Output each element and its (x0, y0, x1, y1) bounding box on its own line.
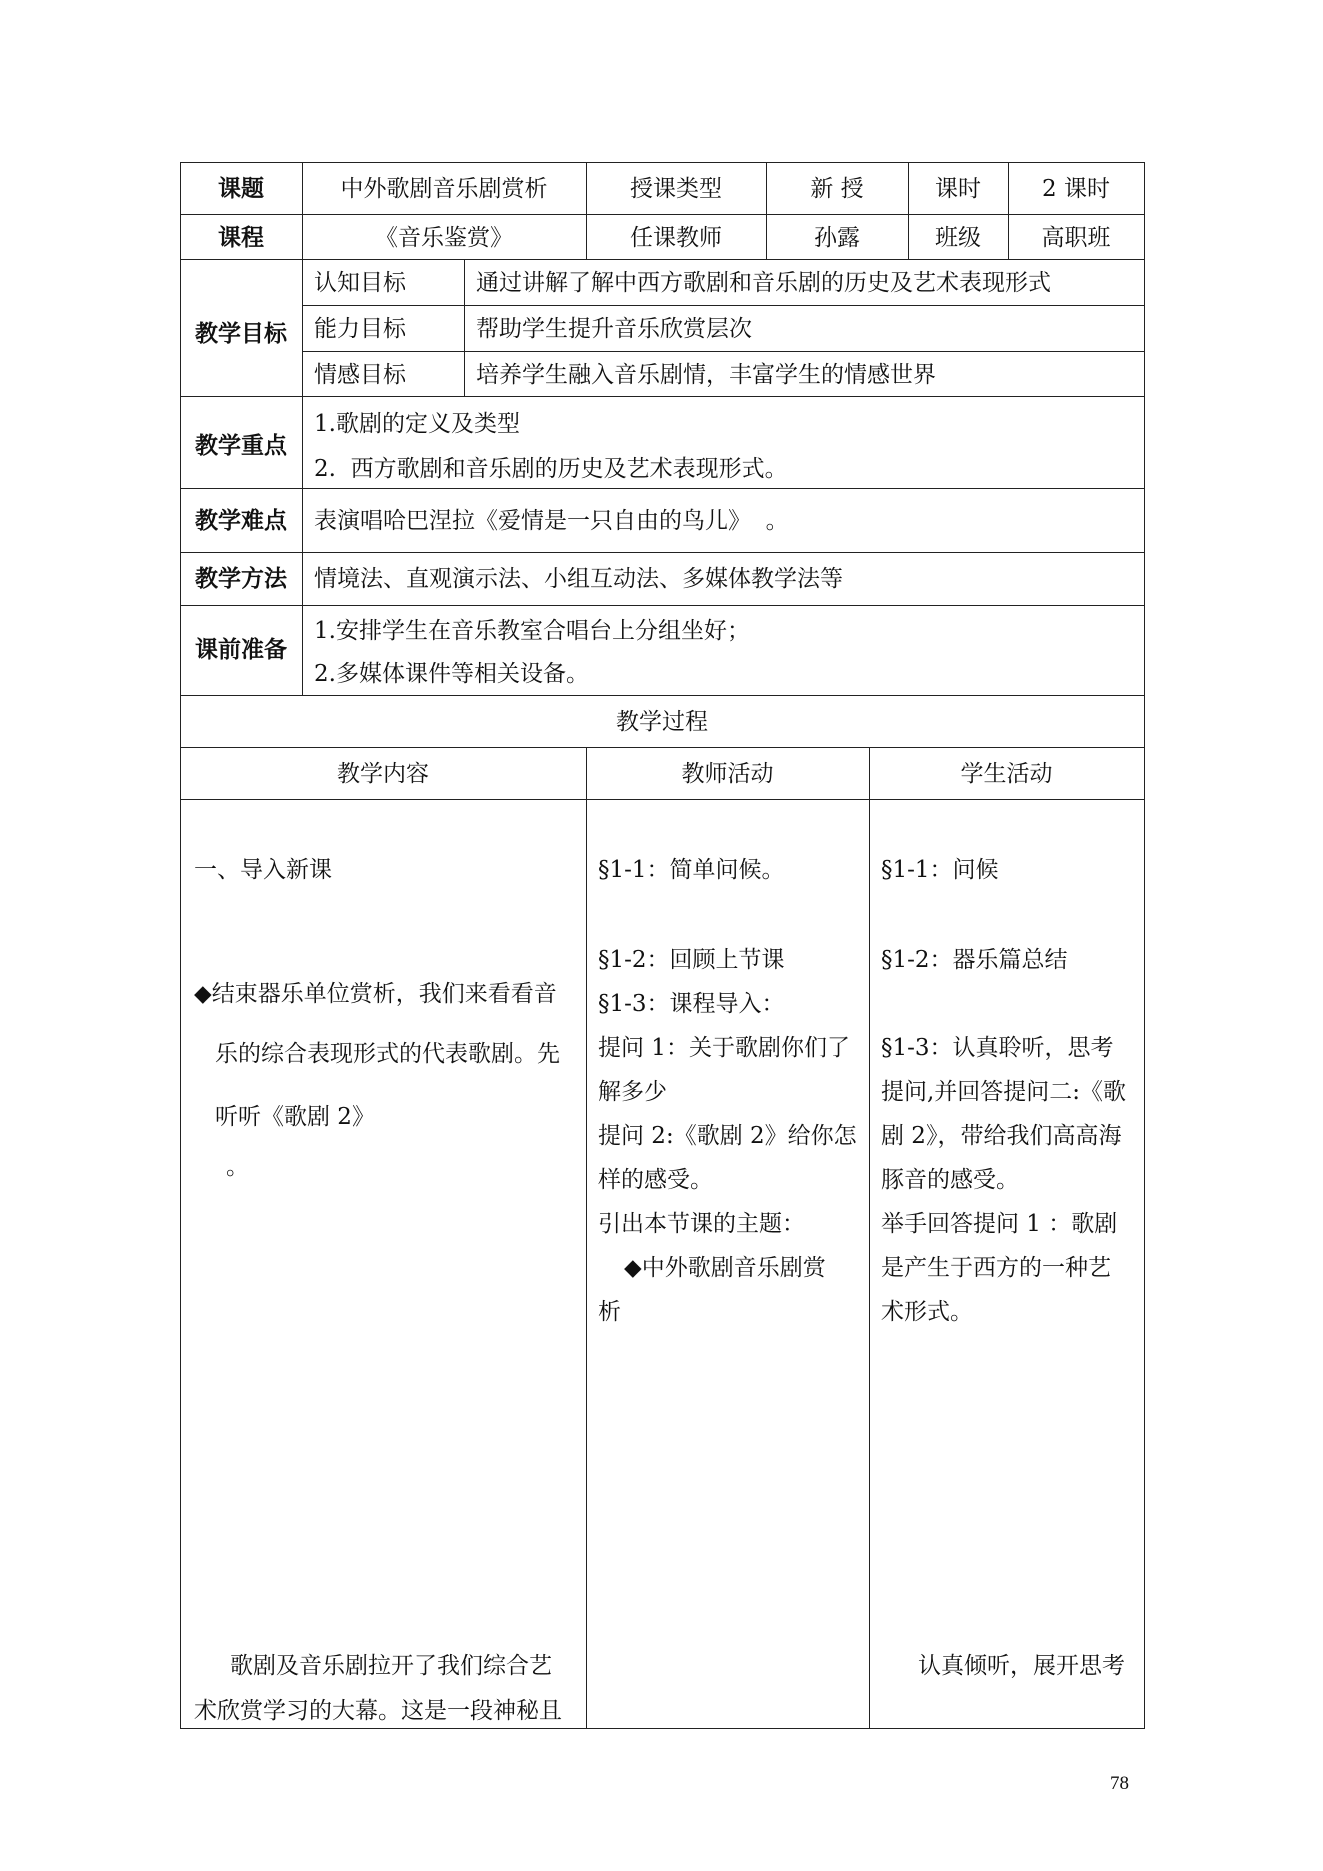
topic-value: 中外歌剧音乐剧赏析 (340, 176, 548, 202)
table-rule (180, 488, 1145, 489)
teacher-activity-line: ◆中外歌剧音乐剧赏 (624, 1255, 826, 1281)
lesson-type-value: 新 授 (810, 176, 864, 202)
page-number: 78 (1110, 1773, 1129, 1794)
teacher-activity-line: 引出本节课的主题： (598, 1211, 805, 1237)
objectives-label: 教学目标 (195, 320, 287, 347)
objective-text: 帮助学生提升音乐欣赏层次 (476, 316, 752, 342)
key-point-line: 1.歌剧的定义及类型 (314, 411, 520, 437)
preparation-line: 2.多媒体课件等相关设备。 (314, 661, 589, 687)
course-label: 课程 (218, 224, 264, 251)
table-rule (464, 259, 465, 397)
content-line: 歌剧及音乐剧拉开了我们综合艺 (230, 1653, 552, 1679)
table-rule (180, 552, 1145, 553)
teacher-activity-line: §1-3：课程导入： (598, 991, 785, 1017)
teacher-label: 任课教师 (630, 225, 722, 251)
student-activity-line: 术形式。 (881, 1299, 973, 1325)
table-rule (180, 396, 1145, 397)
content-line: 乐的综合表现形式的代表歌剧。先 (215, 1041, 560, 1067)
difficulty-text: 表演唱哈巴涅拉《爱情是一只自由的鸟儿》 。 (314, 508, 789, 534)
teacher-activity-line: 样的感受。 (598, 1167, 713, 1193)
key-point-line: 2. 西方歌剧和音乐剧的历史及艺术表现形式。 (314, 456, 788, 482)
table-rule (869, 747, 870, 1729)
lesson-type-label: 授课类型 (630, 176, 722, 202)
table-rule (180, 747, 1145, 748)
hours-value: 2 课时 (1042, 176, 1110, 202)
preparation-label: 课前准备 (195, 636, 287, 663)
column-header-student: 学生活动 (960, 761, 1053, 787)
content-line: 听听《歌剧 2》 (215, 1104, 375, 1130)
methods-text: 情境法、直观演示法、小组互动法、多媒体教学法等 (314, 566, 843, 592)
teacher-activity-line: 提问 2:《歌剧 2》给你怎 (598, 1123, 857, 1149)
content-line: 。 (226, 1154, 249, 1180)
class-label: 班级 (935, 225, 981, 251)
teacher-value: 孙露 (814, 225, 860, 251)
key-points-label: 教学重点 (195, 432, 287, 459)
column-header-teacher: 教师活动 (681, 761, 774, 787)
table-rule (302, 305, 1145, 306)
course-value: 《音乐鉴赏》 (375, 225, 513, 251)
student-activity-line: 剧 2》，带给我们高高海 (881, 1123, 1122, 1149)
table-rule (302, 351, 1145, 352)
table-rule (586, 747, 587, 1729)
table-rule (180, 695, 1145, 696)
student-activity-line: 举手回答提问 1 ：歌剧 (881, 1211, 1118, 1237)
student-activity-line: 豚音的感受。 (881, 1167, 1019, 1193)
process-title: 教学过程 (616, 709, 708, 735)
objective-name: 情感目标 (314, 362, 406, 388)
table-rule (180, 259, 1145, 260)
teacher-activity-line: §1-1：简单问候。 (598, 857, 785, 883)
teacher-activity-line: 析 (598, 1299, 621, 1325)
student-activity-line: 认真倾听，展开思考 (918, 1653, 1125, 1679)
student-activity-line: §1-3：认真聆听，思考 (881, 1035, 1114, 1061)
table-rule (180, 214, 1145, 215)
table-rule (180, 162, 1145, 163)
student-activity-line: §1-1：问候 (881, 857, 999, 883)
content-line: 术欣赏学习的大幕。这是一段神秘且 (194, 1698, 562, 1724)
objective-name: 认知目标 (314, 270, 406, 296)
table-rule (180, 1728, 1145, 1729)
student-activity-line: 提问,并回答提问二:《歌 (881, 1079, 1127, 1105)
table-rule (180, 605, 1145, 606)
content-line: ◆结束器乐单位赏析，我们来看看音 (194, 981, 557, 1007)
objective-name: 能力目标 (314, 316, 406, 342)
table-rule (1144, 162, 1145, 1729)
difficulty-label: 教学难点 (195, 507, 287, 534)
class-value: 高职班 (1041, 225, 1111, 251)
topic-label: 课题 (218, 175, 264, 202)
content-intro: 一、导入新课 (194, 857, 332, 883)
table-rule (180, 799, 1145, 800)
objective-text: 通过讲解了解中西方歌剧和音乐剧的历史及艺术表现形式 (476, 270, 1051, 296)
student-activity-line: §1-2：器乐篇总结 (881, 947, 1068, 973)
teacher-activity-line: §1-2：回顾上节课 (598, 947, 785, 973)
objective-text: 培养学生融入音乐剧情，丰富学生的情感世界 (476, 362, 936, 388)
teacher-activity-line: 解多少 (598, 1079, 667, 1105)
preparation-line: 1.安排学生在音乐教室合唱台上分组坐好； (314, 618, 750, 644)
methods-label: 教学方法 (195, 565, 287, 592)
student-activity-line: 是产生于西方的一种艺 (881, 1255, 1111, 1281)
teacher-activity-line: 提问 1：关于歌剧你们了 (598, 1035, 850, 1061)
column-header-content: 教学内容 (337, 761, 429, 787)
hours-label: 课时 (935, 176, 981, 202)
table-rule (180, 162, 181, 1729)
